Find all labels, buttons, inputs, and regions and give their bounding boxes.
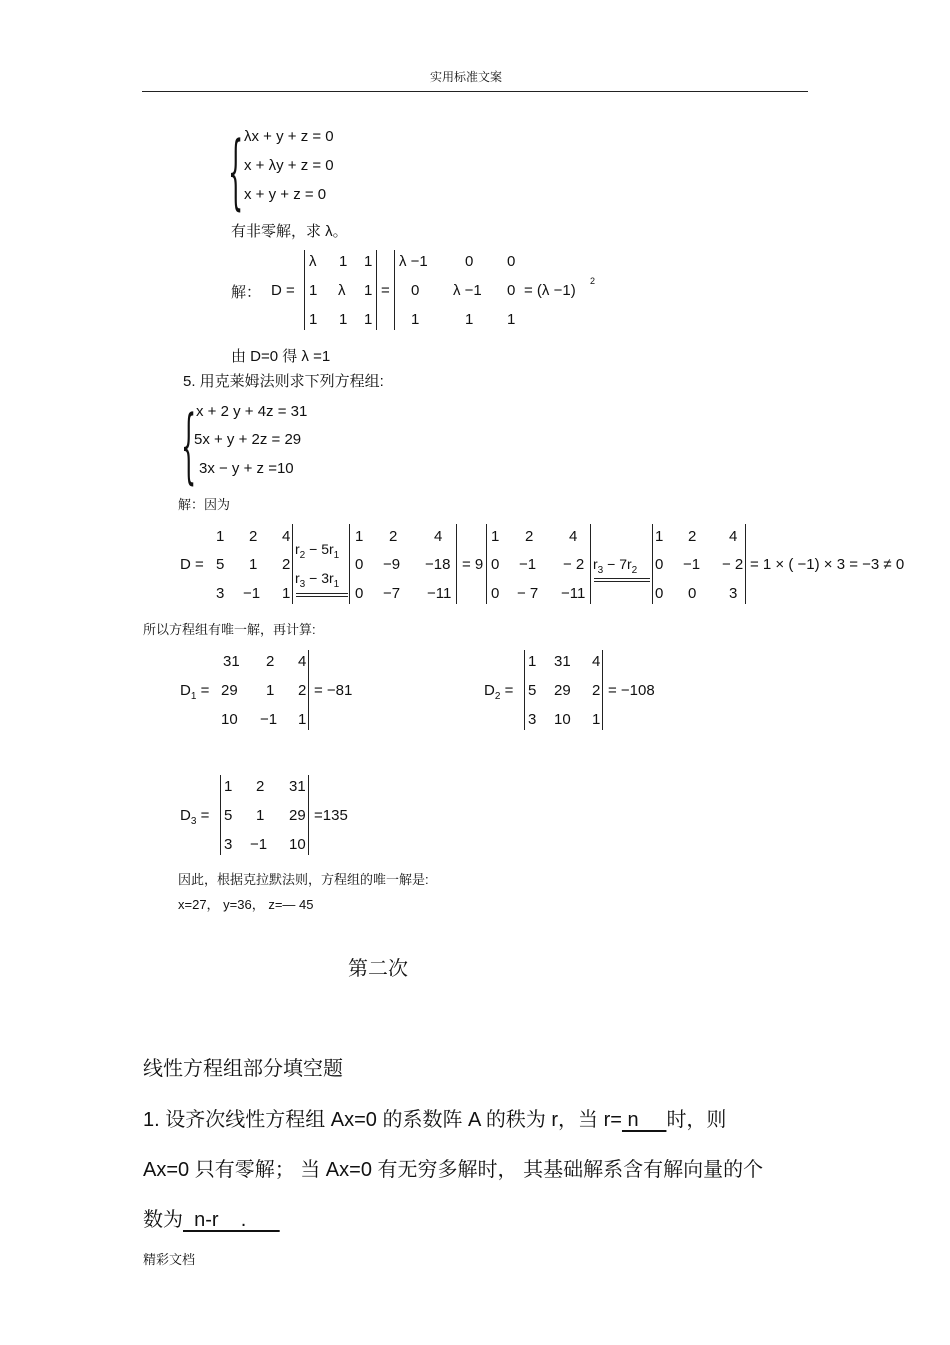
matrix-cell: 0 — [491, 556, 500, 573]
question-line-2: Ax=0 只有零解； 当 Ax=0 有无穷多解时， 其基础解系含有解向量的个 — [143, 1159, 764, 1181]
matrix-cell: −9 — [383, 556, 401, 573]
header-rule — [142, 91, 808, 92]
row-operation: $r_2 - 5r_1$ — [295, 541, 340, 561]
matrix-cell: 2 — [266, 653, 275, 670]
matrix-cell: 1 — [528, 653, 537, 670]
question-line-3: 数为 n-r . — [143, 1209, 280, 1231]
det-bar — [652, 524, 653, 604]
matrix-cell: 5 — [528, 682, 537, 699]
det-bar — [304, 250, 305, 330]
matrix-cell: 1 — [364, 253, 373, 270]
solution-label: 解： — [231, 284, 262, 301]
final-result: = 1 × ( −1) × 3 = −3 ≠ 0 — [750, 556, 905, 573]
d2-value: = −108 — [608, 682, 655, 699]
matrix-cell: 4 — [298, 653, 307, 670]
matrix-cell: 1 — [364, 311, 373, 328]
matrix-cell: 1 — [309, 311, 318, 328]
blank-answer: n-r . — [183, 1209, 280, 1231]
question-line-1: 1. 设齐次线性方程组 Ax=0 的系数阵 A 的秩为 r，当 r= n 时，则 — [143, 1109, 727, 1131]
d1-value: = −81 — [314, 682, 353, 699]
det-bar — [524, 650, 525, 730]
matrix-cell: 4 — [434, 528, 443, 545]
matrix-cell: 2 — [525, 528, 534, 545]
matrix-cell: −1 — [243, 585, 261, 602]
equation: x + λy + z = 0 — [244, 157, 334, 174]
answer-text: x=27， y=36， z=— 45 — [178, 897, 314, 912]
d3-value: =135 — [314, 807, 348, 824]
det-bar — [394, 250, 395, 330]
left-brace: { — [228, 124, 244, 220]
matrix-cell: 31 — [223, 653, 240, 670]
conclusion-text: 由 D=0 得 λ =1 — [231, 348, 331, 365]
matrix-cell: −11 — [561, 585, 586, 602]
matrix-cell: 2 — [282, 556, 291, 573]
matrix-cell: 4 — [592, 653, 601, 670]
matrix-cell: 0 — [465, 253, 474, 270]
equation: 5x + y + 2z = 29 — [194, 431, 302, 448]
matrix-cell: 5 — [224, 807, 233, 824]
det-bar — [308, 650, 309, 730]
matrix-cell: 1 — [655, 528, 664, 545]
det-bar — [376, 250, 377, 330]
matrix-cell: −1 — [250, 836, 268, 853]
det-bar — [590, 524, 591, 604]
matrix-cell: 3 — [528, 711, 537, 728]
matrix-cell: 10 — [289, 836, 306, 853]
matrix-cell: 3 — [224, 836, 233, 853]
double-rule — [296, 596, 348, 597]
section-title: 第二次 — [348, 958, 408, 980]
matrix-cell: 1 — [282, 585, 291, 602]
equals-sign: = — [381, 282, 390, 299]
matrix-cell: 1 — [249, 556, 258, 573]
determinant-label: D = — [180, 556, 204, 573]
matrix-cell: 10 — [554, 711, 571, 728]
d1-label: $D_1$ = — [180, 682, 210, 702]
matrix-cell: 1 — [216, 528, 225, 545]
matrix-cell: 2 — [249, 528, 258, 545]
matrix-cell: −1 — [260, 711, 278, 728]
equals-nine: = 9 — [462, 556, 484, 573]
matrix-cell: 10 — [221, 711, 238, 728]
matrix-cell: 0 — [688, 585, 697, 602]
matrix-cell: −1 — [683, 556, 701, 573]
matrix-cell: 1 — [491, 528, 500, 545]
matrix-cell: 1 — [224, 778, 233, 795]
matrix-cell: 1 — [507, 311, 516, 328]
matrix-cell: 1 — [411, 311, 420, 328]
matrix-cell: 3 — [729, 585, 738, 602]
equation: x + 2 y + 4z = 31 — [196, 403, 308, 420]
equation: 3x − y + z =10 — [199, 460, 294, 477]
matrix-cell: 29 — [554, 682, 571, 699]
matrix-cell: 5 — [216, 556, 225, 573]
matrix-cell: 1 — [364, 282, 373, 299]
matrix-cell: 0 — [355, 585, 364, 602]
left-brace: { — [181, 398, 197, 494]
solution-label: 解：因为 — [178, 497, 231, 512]
equation: x + y + z = 0 — [244, 186, 327, 203]
matrix-cell: 1 — [465, 311, 474, 328]
row-operation: $r_3 - 7r_2$ — [593, 556, 638, 576]
matrix-cell: 2 — [688, 528, 697, 545]
det-bar — [456, 524, 457, 604]
page-header: 实用标准文案 — [430, 70, 503, 84]
matrix-cell: 0 — [491, 585, 500, 602]
matrix-cell: 1 — [256, 807, 265, 824]
matrix-cell: 31 — [554, 653, 571, 670]
determinant-label: D = — [271, 282, 295, 299]
matrix-cell: 2 — [256, 778, 265, 795]
matrix-cell: −1 — [519, 556, 537, 573]
matrix-cell: λ — [309, 253, 317, 270]
equation: λx + y + z = 0 — [244, 128, 334, 145]
matrix-cell: 2 — [389, 528, 398, 545]
det-bar — [308, 775, 309, 855]
question-text: 有非零解，求 λ。 — [231, 223, 348, 240]
matrix-cell: 3 — [216, 585, 225, 602]
matrix-cell: 1 — [339, 311, 348, 328]
matrix-cell: 4 — [729, 528, 738, 545]
det-bar — [486, 524, 487, 604]
matrix-cell: λ −1 — [453, 282, 482, 299]
matrix-cell: 2 — [298, 682, 307, 699]
matrix-cell: 1 — [298, 711, 307, 728]
matrix-cell: 4 — [282, 528, 291, 545]
matrix-cell: 31 — [289, 778, 306, 795]
matrix-cell: 1 — [266, 682, 275, 699]
det-bar — [745, 524, 746, 604]
matrix-cell: 0 — [655, 556, 664, 573]
matrix-cell: 29 — [221, 682, 238, 699]
page-footer: 精彩文档 — [143, 1252, 196, 1267]
det-bar — [602, 650, 603, 730]
matrix-cell: 0 — [355, 556, 364, 573]
matrix-cell: 0 — [507, 282, 516, 299]
problem-title: 5. 用克莱姆法则求下列方程组: — [183, 373, 384, 390]
det-bar — [220, 775, 221, 855]
matrix-cell: 0 — [411, 282, 420, 299]
matrix-cell: − 2 — [563, 556, 585, 573]
matrix-cell: −18 — [425, 556, 451, 573]
det-bar — [349, 524, 350, 604]
section-subtitle: 线性方程组部分填空题 — [143, 1058, 343, 1080]
matrix-cell: − 2 — [722, 556, 744, 573]
matrix-cell: 0 — [655, 585, 664, 602]
d3-label: $D_3$ = — [180, 807, 210, 827]
matrix-cell: 1 — [592, 711, 601, 728]
matrix-cell: −11 — [427, 585, 452, 602]
exponent: 2 — [590, 276, 596, 286]
matrix-cell: λ −1 — [399, 253, 428, 270]
blank-answer: n — [621, 1109, 667, 1131]
matrix-cell: 4 — [569, 528, 578, 545]
unique-text: 所以方程组有唯一解，再计算: — [143, 622, 316, 637]
matrix-cell: −7 — [383, 585, 401, 602]
double-rule — [594, 581, 650, 582]
double-rule — [296, 593, 348, 594]
matrix-cell: 29 — [289, 807, 306, 824]
matrix-cell: 0 — [507, 253, 516, 270]
matrix-cell: 1 — [355, 528, 364, 545]
matrix-cell: − 7 — [517, 585, 539, 602]
matrix-cell: λ — [338, 282, 346, 299]
row-operation: $r_3 - 3r_1$ — [295, 570, 340, 590]
therefore-text: 因此，根据克拉默法则，方程组的唯一解是: — [178, 872, 429, 887]
d2-label: $D_2$ = — [484, 682, 514, 702]
matrix-cell: 1 — [339, 253, 348, 270]
matrix-cell: 1 — [309, 282, 318, 299]
det-bar — [292, 524, 293, 604]
result-text: = (λ −1) — [524, 282, 576, 299]
matrix-cell: 2 — [592, 682, 601, 699]
double-rule — [594, 578, 650, 579]
